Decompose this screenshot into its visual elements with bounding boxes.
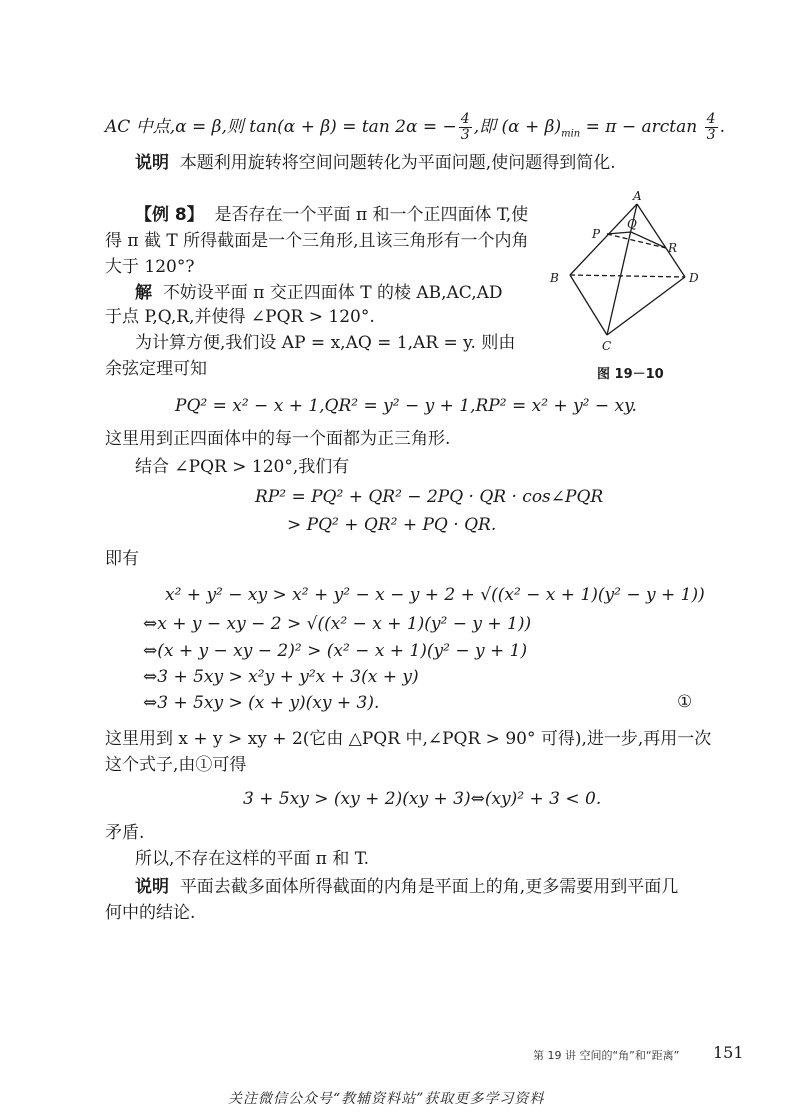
body-text: 结合 ∠PQR > 120°,我们有 — [135, 457, 350, 477]
body-text: 这里用到正四面体中的每一个面都为正三角形. — [105, 429, 451, 449]
equation-chain-2: ⇔x + y − xy − 2 > √((x² − x + 1)(y² − y + 1)) — [143, 614, 532, 634]
note-label: 说明 — [135, 153, 169, 173]
equation-chain-1: x² + y² − xy > x² + y² − x − y + 2 + √((x² − x + 1)(y² − y + 1)) — [165, 585, 705, 605]
body-text: 矛盾. — [105, 823, 145, 843]
example-text: 大于 120°? — [105, 257, 195, 277]
equation-contradiction: 3 + 5xy > (xy + 2)(xy + 3)⇔(xy)² + 3 < 0. — [243, 789, 602, 809]
solution-text: 余弦定理可知 — [105, 359, 207, 379]
equation-chain-5: ⇔3 + 5xy > (x + y)(xy + 3). — [143, 693, 380, 713]
body-text: 即有 — [105, 549, 139, 569]
page-number: 151 — [713, 1043, 744, 1062]
text-segment: ,即 (α + β) — [473, 117, 562, 137]
label-Q: Q — [627, 217, 637, 231]
watermark: 关注微信公众号“教辅资料站”获取更多学习资料 — [228, 1091, 545, 1107]
tetrahedron-figure — [545, 190, 715, 355]
edge-AB — [570, 204, 637, 275]
equation-rp-squared: RP² = PQ² + QR² − 2PQ · QR · cos∠PQR — [255, 487, 604, 507]
example-text: 得 π 截 T 所得截面是一个三角形,且该三角形有一个内角 — [105, 231, 529, 251]
label-P: P — [592, 227, 601, 241]
fraction: $\frac{4}{3}$ — [460, 111, 470, 143]
body-text: 这个式子,由①可得 — [105, 755, 247, 775]
fraction: $\frac{4}{3}$ — [706, 111, 716, 143]
equation-chain-4: ⇔3 + 5xy > x²y + y²x + 3(x + y) — [143, 667, 419, 687]
edge-BC — [570, 275, 607, 335]
note-label: 说明 — [135, 877, 169, 897]
body-text: 何中的结论. — [105, 903, 196, 923]
text-segment: = π − arctan — [580, 117, 703, 137]
edge-AD — [637, 204, 685, 277]
solution-text: 于点 P,Q,R,并使得 ∠PQR > 120°. — [105, 307, 375, 327]
solution-text: 为计算方便,我们设 AP = x,AQ = 1,AR = y. 则由 — [135, 333, 516, 353]
equation-rp-inequality: > PQ² + QR² + PQ · QR. — [287, 515, 497, 535]
body-text: 所以,不存在这样的平面 π 和 T. — [135, 849, 370, 869]
segment-PR — [607, 234, 666, 248]
equation-cosine-law: PQ² = x² − x + 1,QR² = y² − y + 1,RP² = x² + y² − xy. — [175, 396, 637, 416]
solution-line: 解 不妨设平面 π 交正四面体 T 的棱 AB,AC,AD — [135, 283, 503, 303]
label-C: C — [602, 339, 612, 353]
edge-BD — [570, 275, 685, 277]
label-D: D — [689, 271, 699, 285]
note-paragraph: 说明 平面去截多面体所得截面的内角是平面上的角,更多需要用到平面几 — [135, 877, 679, 897]
example-heading: 【例 8】 是否存在一个平面 π 和一个正四面体 T,使 — [135, 205, 529, 225]
figure-caption: 图 19－10 — [597, 367, 664, 382]
chapter-footer: 第 19 讲 空间的“角”和“距离” — [533, 1049, 680, 1062]
continuation-line: AC 中点,α = β,则 tan(α + β) = tan 2α = − $\frac{4}{3}$ ,即 $(\alpha + \beta)_{min} = \pi - \arctan$ $\frac{4}{3}$ . — [105, 111, 725, 143]
body-text: 这里用到 x + y > xy + 2(它由 △PQR 中,∠PQR > 90° 可得),进一步,再用一次 — [105, 729, 712, 749]
equation-chain-3: ⇔(x + y − xy − 2)² > (x² − x + 1)(y² − y + 1) — [143, 641, 528, 661]
label-R: R — [668, 241, 678, 255]
example-label: 【例 8】 — [135, 205, 204, 225]
label-B: B — [550, 271, 559, 285]
label-A: A — [633, 190, 642, 203]
equation-number: ① — [677, 692, 693, 712]
note-paragraph: 说明 本题利用旋转将空间问题转化为平面问题,使问题得到简化. — [135, 153, 616, 173]
solution-label: 解 — [135, 283, 152, 303]
text-segment: AC 中点,α = β,则 tan(α + β) = tan 2α = − — [105, 117, 457, 137]
